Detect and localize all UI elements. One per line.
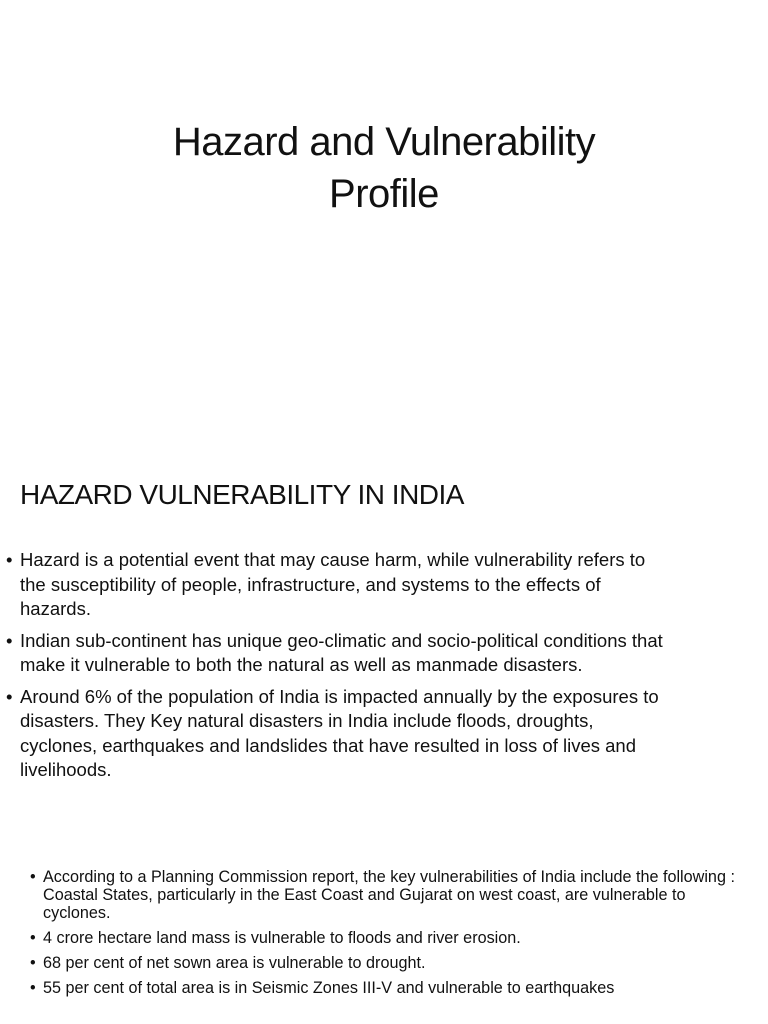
bullet-item: • 68 per cent of net sown area is vulnerable to drought. <box>43 954 743 972</box>
bullet-item: • Around 6% of the population of India is impacted annually by the exposures to disasters. They Key natural disasters in India include floods, droughts, cyclones, earthquakes and landslides that have resulted in loss of lives and livelihoods. <box>20 685 670 783</box>
presentation-title <box>0 116 768 220</box>
title-line-1: Hazard and Vulnerability <box>172 120 596 164</box>
bullet-list <box>43 868 743 1004</box>
bullet-item: • Indian sub-continent has unique geo-climatic and socio-political conditions that make it vulnerable to both the natural as well as manmade disasters. <box>20 629 670 678</box>
bullet-item: • Hazard is a potential event that may cause harm, while vulnerability refers to the susceptibility of people, infrastructure, and systems to the effects of hazards. <box>20 548 670 622</box>
bullet-item: • 4 crore hectare land mass is vulnerable to floods and river erosion. <box>43 929 743 947</box>
bullet-item: • 55 per cent of total area is in Seismic Zones III-V and vulnerable to earthquakes <box>43 979 743 997</box>
title-line-2: Profile <box>329 172 439 216</box>
bullet-item: • According to a Planning Commission report, the key vulnerabilities of India include the following : Coastal States, particularly in the East Coast and Gujarat on west coast, are vulnerable to cyclones. <box>43 868 743 922</box>
title-slide <box>0 0 768 440</box>
slide-heading: HAZARD VULNERABILITY IN INDIA <box>20 479 464 510</box>
content-slide-key-vulnerabilities <box>0 840 768 1024</box>
content-slide-hazard-vulnerability <box>0 440 768 840</box>
bullet-list <box>20 548 670 790</box>
